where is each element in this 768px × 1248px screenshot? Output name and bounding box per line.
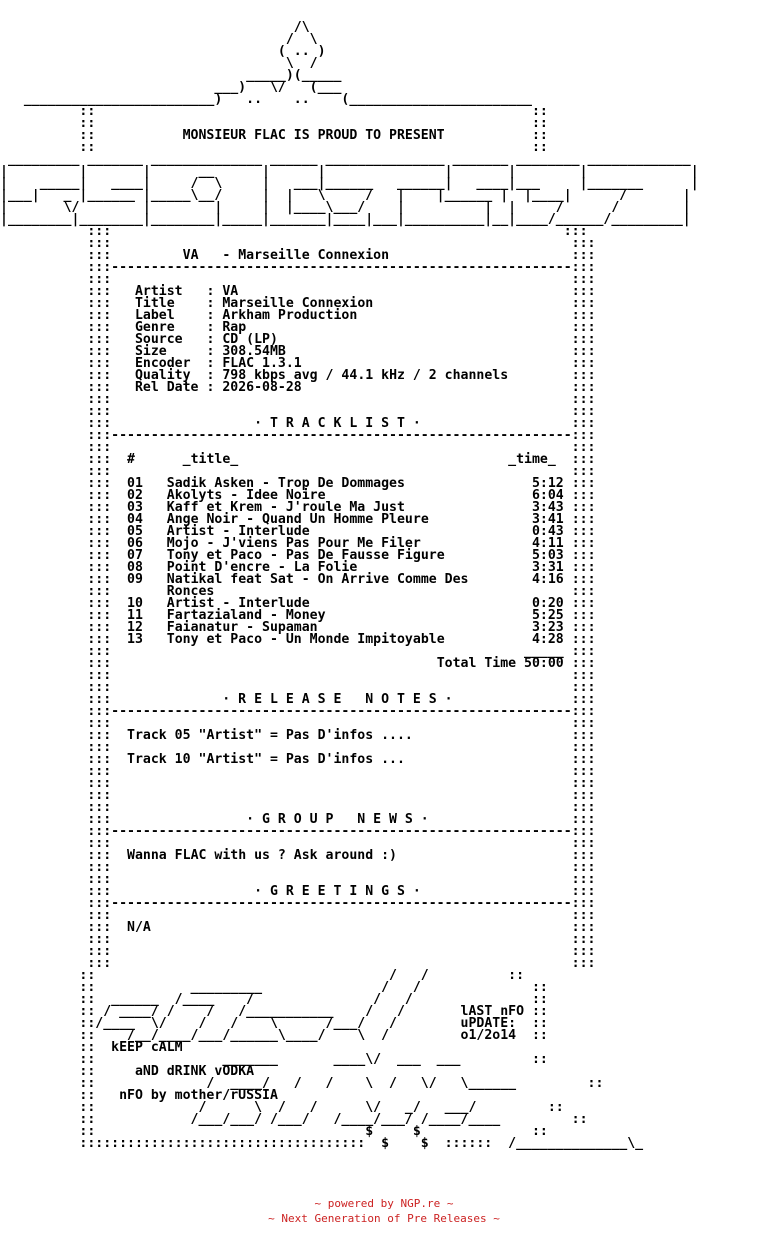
drink-vodka-text: aND dRINK vODKA (134, 1064, 255, 1079)
track-title: Artist - Interlude (166, 524, 532, 539)
keep-calm-text: kEEP cALM (111, 1040, 183, 1055)
ascii-logo-top: _____)(_____ (0, 68, 342, 83)
note-line: Track 05 "Artist" = Pas D'infos .... (127, 728, 413, 743)
track-time: 3:31 (531, 560, 564, 575)
tracklist-heading: · T R A C K L I S T · (119, 416, 564, 431)
ascii-logo-top: / \ (0, 32, 318, 47)
track-time: 5:25 (531, 608, 564, 623)
track-time: 0:20 (531, 596, 564, 611)
col-time: _time_ (508, 452, 556, 467)
ascii-logo-bottom: _________ / / (95, 980, 461, 995)
info-value: VA (222, 284, 239, 299)
update-label: uPDATE: (460, 1016, 532, 1031)
track-title: Fartazialand - Money (166, 608, 532, 623)
ascii-group-logo: |________|________|________|_____|_______|____|___|__________|__|____/______/_________| (0, 212, 691, 227)
info-value: 2026-08-28 (222, 380, 302, 395)
info-key: Label (134, 308, 207, 323)
track-title: Mojo - J'viens Pas Pour Me Filer (166, 536, 532, 551)
note-line: Track 10 "Artist" = Pas D'infos ... (127, 752, 405, 767)
nfo-text: /\ / \ ( .. ) \ / _____)(_____ ___) \/ (___ ________________________) .. .. (_______________________ :: :: :: :: :: MONSIEUR FLAC IS PROUD TO PRESENT :: :: :: _________ _______ ______________ ______ _______________ _______ ________ _____________ | | | __ | | | | | | | _____| ____| / \ | ___|______ ______| ____|___ |_______ | |___| _ |______ |_____\__/ | | \ / | |______ | |____| / | | \/ | | | |____\___/ | | | / / | |________|________|________|_____|_______|____|___|__________|__|____/______/_________| ::: ::: ::: ::: ::: VA - Marseille Connexion ::: :::----------------------------------------------------------::: ::: ::: ::: Artist : VA ::: ::: Title : Marseille Connexion ::: ::: Label : Arkham Production ::: ::: Genre : Rap ::: ::: Source : CD (LP) ::: ::: Size : 308.54MB ::: ::: Encoder : FLAC 1.3.1 ::: ::: Quality : 798 kbps avg / 44.1 kHz / 2 channels ::: ::: Rel Date : 2026-08-28 ::: ::: ::: ::: ::: ::: · T R A C K L I S T · ::: :::----------------------------------------------------------::: ::: ::: ::: # _title_ _time_ ::: ::: ::: ::: 01 Sadik Asken - Trop De Dommages 5:12 ::: ::: 02 Akolyts - Idee Noire 6:04 ::: ::: 03 Kaff et Krem - J'roule Ma Just 3:43 ::: ::: 04 Ange Noir - Quand Un Homme Pleure 3:41 ::: ::: 05 Artist - Interlude 0:43 ::: ::: 06 Mojo - J'viens Pas Pour Me Filer 4:11 ::: ::: 07 Tony et Paco - Pas De Fausse Figure 5:03 ::: ::: 08 Point D'encre - La Folie 3:31 ::: ::: 09 Natikal feat Sat - On Arrive Comme Des 4:16 ::: ::: Ronces ::: ::: 10 Artist - Interlude 0:20 ::: ::: 11 Fartazialand - Money 5:25 ::: ::: 12 Faianatur - Supaman 3:23 ::: ::: 13 Tony et Paco - Un Monde Impitoyable 4:28 ::: ::: _____ ::: ::: Total Time 50:00 ::: ::: ::: ::: ::: ::: · R E L E A S E N O T E S · ::: :::----------------------------------------------------------::: ::: ::: ::: Track 05 "Artist" = Pas D'infos .... ::: ::: ::: ::: Track 10 "Artist" = Pas D'infos ... ::: ::: ::: ::: ::: ::: ::: ::: ::: ::: · G R O U P N E W S · ::: :::----------------------------------------------------------::: ::: ::: ::: Wanna FLAC with us ? Ask around :) ::: ::: ::: ::: ::: ::: · G R E E T I N G S · ::: :::----------------------------------------------------------::: ::: ::: ::: N/A ::: ::: ::: ::: ::: ::: ::: :: / / :: :: _________ / / :: :: ______ /____ / / / :: :: / ____/ / / /___________ / / lAST nFO :: ::/____ \/ / / \ /___/ / uPDATE: :: :: /__/____/___/______\____/ \ / o1/2o14 :: :: kEEP cALM :: _______ ____\/ ___ ___ :: :: aND dRINK vODKA :: / ____/ / / \ / \/ \______ :: :: nFO by mother/rUSSIA :: / \ / / \/ _/ ___/ :: :: /___/___/ /___/ /____/___/ /____/____ :: :: $ $ :: :::::::::::::::::::::::::::::::::::: $ $ :::::: /______________\_ (0, 20, 699, 1151)
ascii-group-logo: | \/ | | | |____\___/ | | | / / | (0, 200, 691, 215)
ascii-group-logo: |___| _ |______ |_____\__/ | | \ / | |______ | |____| / | (0, 188, 691, 203)
last-nfo-label: lAST nFO (460, 1004, 532, 1019)
track-number: 10 (127, 596, 167, 611)
col-title: _title_ (182, 452, 509, 467)
ascii-logo-bottom: $ $ (95, 1124, 461, 1139)
info-key: Encoder (134, 356, 207, 371)
info-value: Arkham Production (222, 308, 358, 323)
info-value: Marseille Connexion (222, 296, 374, 311)
track-title: Akolyts - Idee Noire (166, 488, 532, 503)
track-time: 4:11 (531, 536, 564, 551)
track-time: 3:43 (531, 500, 564, 515)
ascii-logo-top: ________________________) .. .. (_______________________ (0, 92, 532, 107)
ascii-logo-bottom: / ____/ / / /___________ / / (95, 1004, 461, 1019)
info-value: 308.54MB (222, 344, 286, 359)
track-time: 4:28 (531, 632, 564, 647)
ascii-logo-bottom: /__/____/___/______\____/ \ / (95, 1028, 461, 1043)
track-number: 12 (127, 620, 167, 635)
notes-heading: · R E L E A S E N O T E S · (119, 692, 564, 707)
ascii-logo-top: /\ (0, 20, 310, 35)
release-title: VA - Marseille Connexion (182, 248, 390, 263)
info-key: Genre (134, 320, 207, 335)
group-news-text: Wanna FLAC with us ? Ask around :) (127, 848, 397, 863)
ascii-logo-bottom: / \ / / \/ _/ ___/ (95, 1100, 477, 1115)
info-value: CD (LP) (222, 332, 278, 347)
update-date: o1/2o14 (460, 1028, 532, 1043)
ascii-group-logo: _________ _______ ______________ ______ _______________ _______ ________ _____________ (0, 152, 691, 167)
track-number: 05 (127, 524, 167, 539)
track-number: 13 (127, 632, 167, 647)
info-key: Artist (134, 284, 207, 299)
ascii-logo-top: ___) \/ (___ (0, 80, 342, 95)
ascii-logo-top: \ / (0, 56, 318, 71)
greetings-text: N/A (127, 920, 151, 935)
track-number: 09 (127, 572, 167, 587)
track-time: 0:43 (531, 524, 564, 539)
track-title: Tony et Paco - Pas De Fausse Figure (166, 548, 532, 563)
info-value: FLAC 1.3.1 (222, 356, 302, 371)
track-number: 08 (127, 560, 167, 575)
footer-powered-by: ~ powered by NGP.re ~ (314, 1197, 454, 1210)
track-title: Natikal feat Sat - On Arrive Comme Des (166, 572, 532, 587)
track-title: Artist - Interlude (166, 596, 532, 611)
total-value: 50:00 (524, 656, 564, 671)
ascii-logo-bottom: ______ /____ / / / (95, 992, 461, 1007)
greetings-heading: · G R E E T I N G S · (119, 884, 564, 899)
intro-text: MONSIEUR FLAC IS PROUD TO PRESENT (95, 128, 532, 143)
col-num: # (127, 452, 183, 467)
track-title-cont: Ronces (166, 584, 215, 599)
ascii-logo-bottom: /___/___/ /___/ /____/___/ /____/____ (95, 1112, 501, 1127)
track-time: 3:23 (531, 620, 564, 635)
ascii-group-logo: | | | __ | | | | | | (0, 164, 699, 179)
info-key: Title (134, 296, 207, 311)
total-label: Total Time (436, 656, 517, 671)
info-value: Rap (222, 320, 247, 335)
ascii-logo-bottom: / ____/ / / \ / \/ \______ (95, 1076, 517, 1091)
info-key: Size (134, 344, 207, 359)
track-number: 07 (127, 548, 167, 563)
track-time: 3:41 (531, 512, 564, 527)
info-key: Source (134, 332, 207, 347)
track-title: Tony et Paco - Un Monde Impitoyable (166, 632, 532, 647)
track-number: 03 (127, 500, 167, 515)
track-time: 5:03 (531, 548, 564, 563)
nfo-by-text: nFO by mother/rUSSIA (119, 1088, 278, 1103)
track-number: 06 (127, 536, 167, 551)
ascii-logo-bottom: /____ \/ / / \ /___/ / (95, 1016, 461, 1031)
info-value: 798 kbps avg / 44.1 kHz / 2 channels (222, 368, 509, 383)
track-title: Ange Noir - Quand Un Homme Pleure (166, 512, 532, 527)
track-time: 6:04 (531, 488, 564, 503)
track-title: Sadik Asken - Trop De Dommages (166, 476, 532, 491)
ascii-group-logo: | _____| ____| / \ | ___|______ ______| ____|___ |_______ | (0, 176, 699, 191)
ascii-logo-top: ( .. ) (0, 44, 326, 59)
track-title: Faianatur - Supaman (166, 620, 532, 635)
track-number: 11 (127, 608, 167, 623)
track-time: 5:12 (531, 476, 564, 491)
track-number: 01 (127, 476, 167, 491)
group-news-heading: · G R O U P N E W S · (119, 812, 564, 827)
track-number: 02 (127, 488, 167, 503)
footer-tagline: ~ Next Generation of Pre Releases ~ (268, 1212, 500, 1225)
track-title: Kaff et Krem - J'roule Ma Just (166, 500, 532, 515)
info-key: Rel Date (134, 380, 207, 395)
track-number: 04 (127, 512, 167, 527)
info-key: Quality (134, 368, 207, 383)
track-time: 4:16 (531, 572, 564, 587)
ascii-logo-bottom: _______ ____\/ ___ ___ (95, 1052, 461, 1067)
track-title: Point D'encre - La Folie (166, 560, 532, 575)
